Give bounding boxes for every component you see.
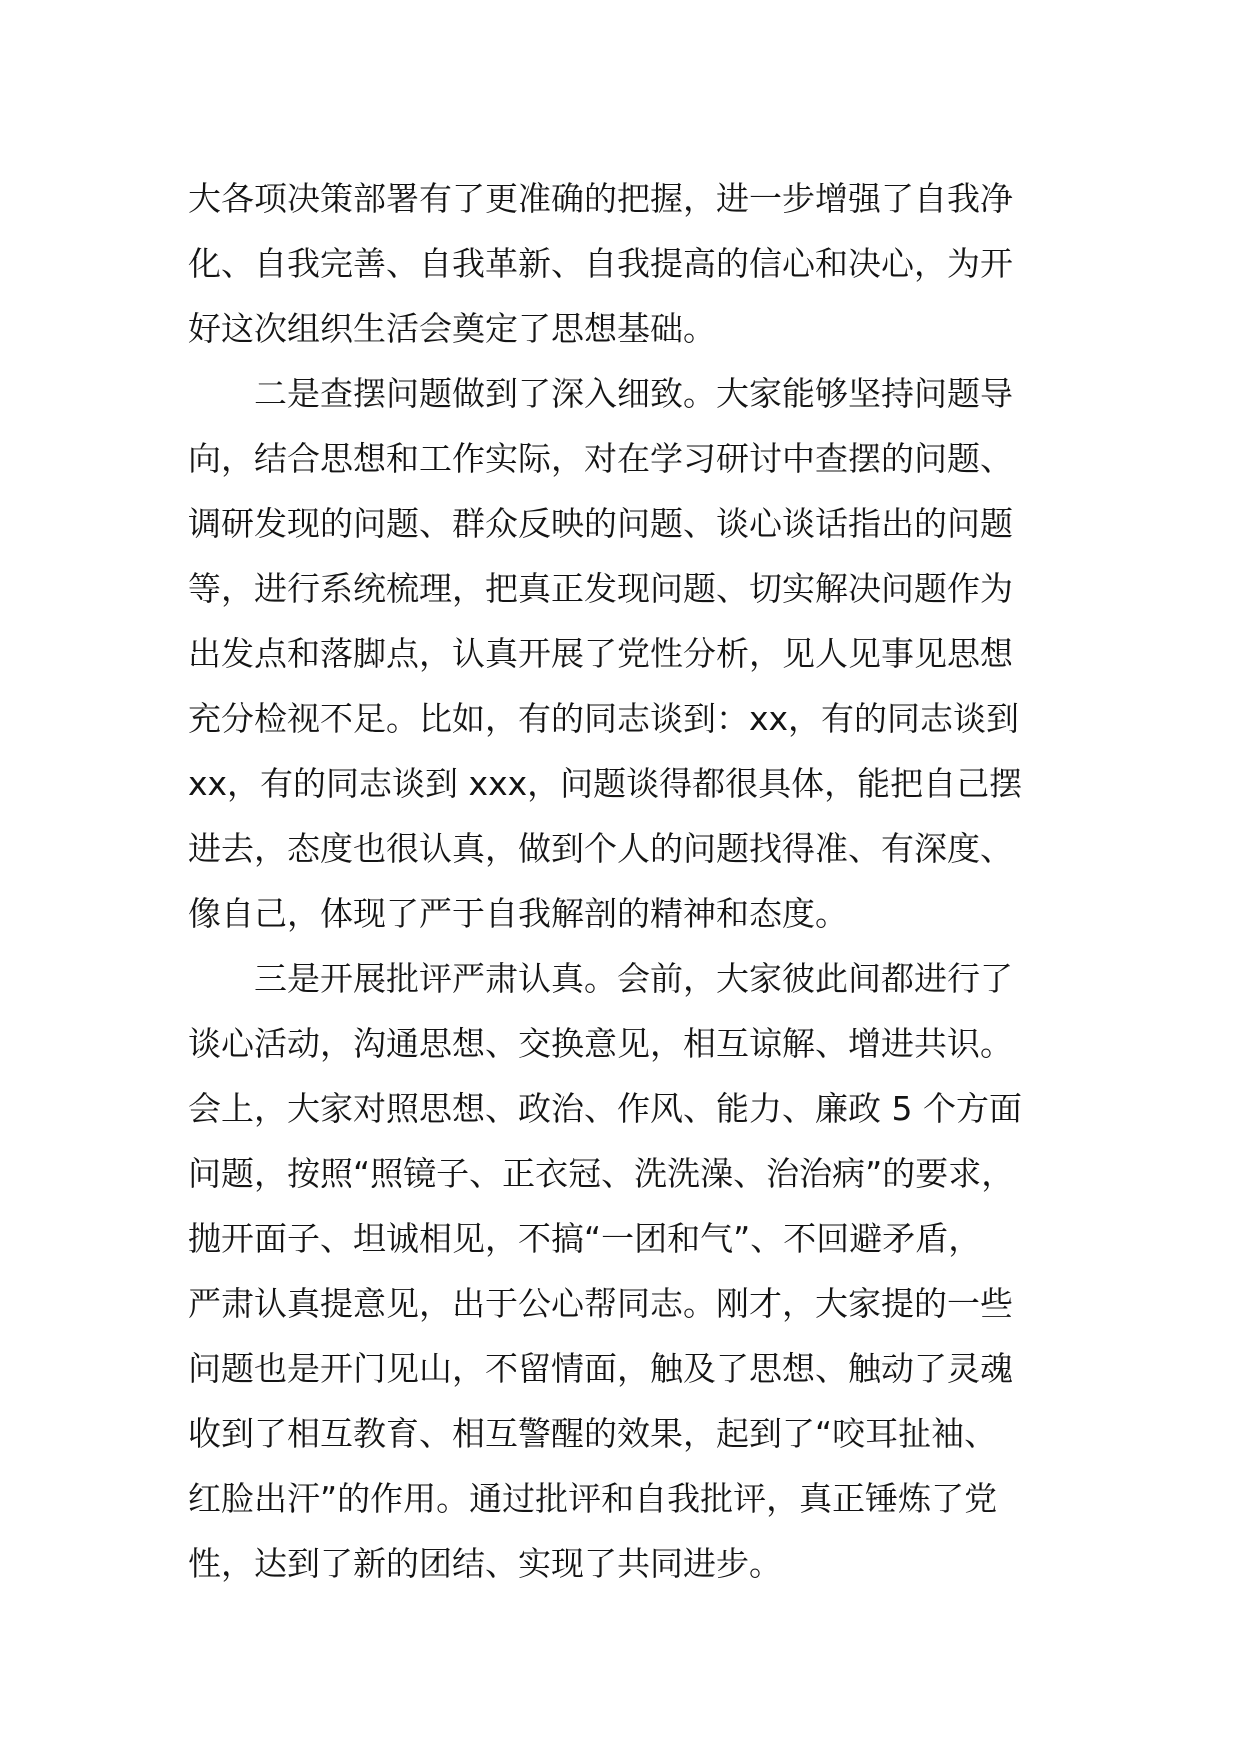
text-line: 大各项决策部署有了更准确的把握，进一步增强了自我净 [188,179,1013,218]
text-line: 等，进行系统梳理，把真正发现问题、切实解决问题作为 [188,569,1013,608]
text-line: 向，结合思想和工作实际，对在学习研讨中查摆的问题、 [188,439,1013,478]
text-line: 红脸出汗”的作用。通过批评和自我批评，真正锤炼了党 [188,1479,998,1518]
text-line: 化、自我完善、自我革新、自我提高的信心和决心，为开 [188,244,1013,283]
text-line: 抛开面子、坦诚相见，不搞“一团和气”、不回避矛盾， [188,1219,982,1258]
text-line: 性，达到了新的团结、实现了共同进步。 [188,1544,782,1583]
text-line: 问题也是开门见山，不留情面，触及了思想、触动了灵魂 [188,1349,1013,1388]
document-body [188,166,1088,1596]
text-line: 进去，态度也很认真，做到个人的问题找得准、有深度、 [188,829,1013,868]
text-line: 好这次组织生活会奠定了思想基础。 [188,309,716,348]
text-line: 会上，大家对照思想、政治、作风、能力、廉政 5 个方面 [188,1089,1022,1128]
text-line: 谈心活动，沟通思想、交换意见，相互谅解、增进共识。 [188,1024,1013,1063]
text-line: 像自己，体现了严于自我解剖的精神和态度。 [188,894,848,933]
text-line: 严肃认真提意见，出于公心帮同志。刚才，大家提的一些 [188,1284,1013,1323]
text-line: 收到了相互教育、相互警醒的效果，起到了“咬耳扯袖、 [188,1414,998,1453]
text-line: 问题，按照“照镜子、正衣冠、洗洗澡、治治病”的要求， [188,1154,1015,1193]
paragraph-start-line: 三是开展批评严肃认真。会前，大家彼此间都进行了 [254,959,1013,998]
text-line: 充分检视不足。比如，有的同志谈到：xx，有的同志谈到 [188,699,1020,738]
paragraph-start-line: 二是查摆问题做到了深入细致。大家能够坚持问题导 [254,374,1013,413]
text-line: 调研发现的问题、群众反映的问题、谈心谈话指出的问题 [188,504,1013,543]
text-line: xx，有的同志谈到 xxx，问题谈得都很具体，能把自己摆 [188,764,1023,803]
text-line: 出发点和落脚点，认真开展了党性分析，见人见事见思想 [188,634,1013,673]
